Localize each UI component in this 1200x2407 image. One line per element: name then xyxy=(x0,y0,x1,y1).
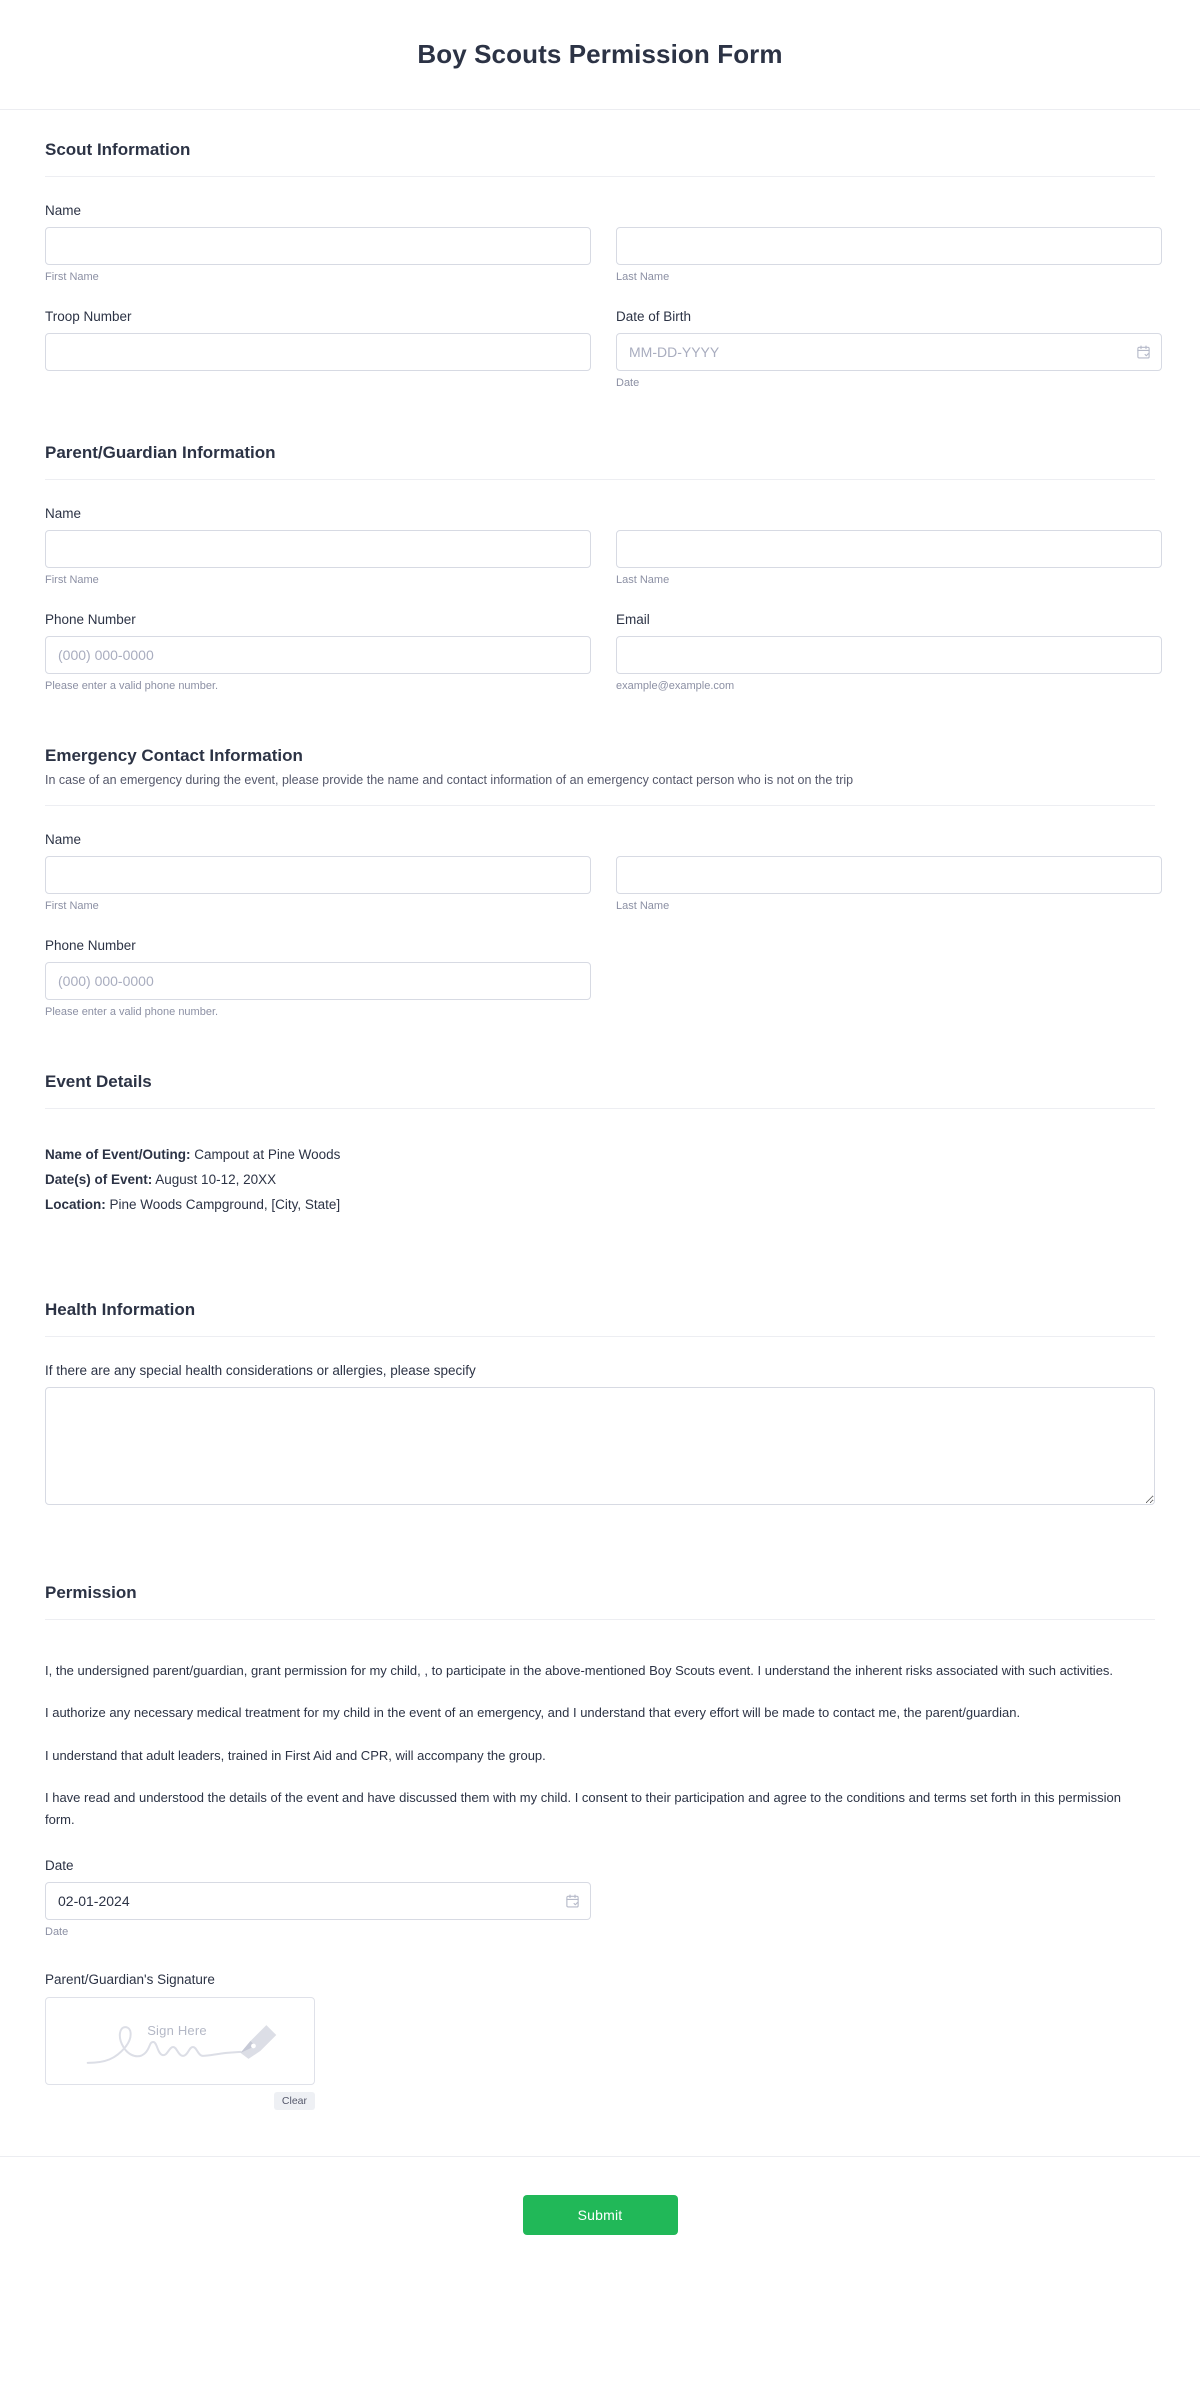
scout-troop-label: Troop Number xyxy=(45,309,132,324)
parent-first-name-field xyxy=(45,506,591,586)
emergency-last-name-spacer-label xyxy=(616,832,1162,847)
section-health-information xyxy=(0,1270,1200,1553)
parent-phone-label: Phone Number xyxy=(45,612,136,627)
submit-button[interactable]: Submit xyxy=(523,2195,678,2235)
scout-last-name-input[interactable] xyxy=(616,227,1162,265)
event-name-value: Campout at Pine Woods xyxy=(194,1147,341,1163)
section-parent-guardian-information xyxy=(0,413,1200,716)
signature-label: Parent/Guardian's Signature xyxy=(45,1971,215,1987)
section-permission xyxy=(0,1553,1200,2118)
parent-email-label: Email xyxy=(616,612,650,627)
emergency-first-name-sublabel: First Name xyxy=(45,900,99,913)
event-dates-line xyxy=(45,1168,1155,1193)
signature-pad[interactable] xyxy=(45,1997,315,2085)
scout-dob-sublabel: Date xyxy=(616,377,640,389)
parent-first-name-sublabel: First Name xyxy=(45,574,99,586)
event-name-key: Name of Event/Outing: xyxy=(45,1147,191,1163)
clear-signature-button[interactable]: Clear xyxy=(274,2092,315,2110)
emergency-last-name-field xyxy=(616,832,1162,912)
health-question-label: If there are any special health considerations or allergies, please specify xyxy=(45,1363,476,1379)
parent-phone-sublabel: Please enter a valid phone number. xyxy=(45,680,219,692)
parent-email-sublabel: example@example.com xyxy=(616,680,735,692)
signature-placeholder-art xyxy=(46,1998,314,2084)
signature-clear-row xyxy=(45,2092,315,2110)
scout-troop-input[interactable] xyxy=(45,333,591,371)
emergency-last-name-sublabel: Last Name xyxy=(616,900,670,913)
emergency-first-name-input[interactable] xyxy=(45,856,591,894)
scout-dob-field xyxy=(616,309,1162,389)
parent-phone-input[interactable] xyxy=(45,636,591,674)
scout-first-name-sublabel: First Name xyxy=(45,271,99,283)
signature-squiggle-icon xyxy=(46,1997,314,2085)
permission-paragraph: I, the undersigned parent/guardian, grant permission for my child, , to participate in the above-mentioned Boy Scouts event. I understand the inherent risks associated with such activities. xyxy=(45,1663,1114,1679)
scout-section-head xyxy=(45,110,1155,177)
event-location-value: Pine Woods Campground, [City, State] xyxy=(109,1197,341,1213)
emergency-name-row xyxy=(45,806,1155,912)
parent-email-field xyxy=(616,612,1162,692)
health-section-title: Health Information xyxy=(45,1300,196,1320)
parent-section-title: Parent/Guardian Information xyxy=(45,443,276,462)
permission-date-sublabel: Date xyxy=(45,1925,69,1938)
section-scout-information xyxy=(0,110,1200,413)
permission-date-input[interactable] xyxy=(45,1882,591,1920)
permission-paragraph: I understand that adult leaders, trained in First Aid and CPR, will accompany the group. xyxy=(45,1747,546,1763)
emergency-last-name-input[interactable] xyxy=(616,856,1162,894)
event-section-title: Event Details xyxy=(45,1072,152,1092)
permission-paragraph: I have read and understood the details of the event and have discussed them with my child. I consent to their participation and agree to the conditions and terms set forth in this permission form. xyxy=(45,1790,1122,1828)
scout-last-name-spacer-label xyxy=(616,203,1162,218)
parent-last-name-sublabel: Last Name xyxy=(616,574,670,586)
health-section-head xyxy=(45,1270,1155,1337)
emergency-section-title: Emergency Contact Information xyxy=(45,746,303,765)
emergency-phone-sublabel: Please enter a valid phone number. xyxy=(45,1006,219,1019)
emergency-name-label: Name xyxy=(45,832,82,848)
signature-placeholder-text: Sign Here xyxy=(147,2022,207,2038)
health-answer-textarea[interactable] xyxy=(45,1387,1155,1505)
permission-section-title: Permission xyxy=(45,1583,137,1603)
event-location-key: Location: xyxy=(45,1197,106,1213)
permission-date-field xyxy=(45,1858,591,1938)
form-header xyxy=(0,0,1200,110)
scout-first-name-field xyxy=(45,203,591,283)
form-footer xyxy=(0,2156,1200,2281)
health-question-row xyxy=(45,1337,1155,1505)
scout-dob-input-wrap xyxy=(616,333,1162,371)
parent-contact-row xyxy=(45,586,1155,692)
section-event-details xyxy=(0,1042,1200,1270)
parent-name-label: Name xyxy=(45,506,82,521)
parent-phone-field xyxy=(45,612,591,692)
permission-date-row xyxy=(45,1832,1155,1938)
scout-first-name-input[interactable] xyxy=(45,227,591,265)
scout-last-name-field xyxy=(616,203,1162,283)
scout-dob-label: Date of Birth xyxy=(616,309,692,324)
event-name-line xyxy=(45,1143,1155,1168)
scout-section-title: Scout Information xyxy=(45,140,191,159)
event-dates-key: Date(s) of Event: xyxy=(45,1172,153,1188)
permission-text-body xyxy=(45,1620,1155,1832)
scout-last-name-sublabel: Last Name xyxy=(616,271,670,283)
emergency-phone-row xyxy=(45,912,1155,1018)
parent-last-name-field xyxy=(616,506,1162,586)
emergency-phone-input[interactable] xyxy=(45,962,591,1000)
event-dates-value: August 10-12, 20XX xyxy=(155,1172,277,1188)
event-location-line xyxy=(45,1193,1155,1218)
signature-block xyxy=(45,1938,1155,2110)
permission-date-label: Date xyxy=(45,1857,74,1873)
parent-email-input[interactable] xyxy=(616,636,1162,674)
permission-date-input-wrap xyxy=(45,1882,591,1920)
scout-name-row xyxy=(45,177,1155,283)
emergency-phone-label: Phone Number xyxy=(45,938,136,954)
parent-last-name-spacer-label xyxy=(616,506,1162,521)
scout-dob-input[interactable] xyxy=(616,333,1162,371)
emergency-first-name-field xyxy=(45,832,591,912)
parent-first-name-input[interactable] xyxy=(45,530,591,568)
scout-troop-field xyxy=(45,309,591,389)
section-emergency-contact-information xyxy=(0,716,1200,1042)
permission-paragraph: I authorize any necessary medical treatment for my child in the event of an emergency, and I understand that every effort will be made to contact me, the parent/guardian. xyxy=(45,1705,1021,1721)
scout-name-label: Name xyxy=(45,203,82,218)
emergency-phone-field xyxy=(45,938,591,1018)
event-details-body xyxy=(45,1109,1155,1222)
parent-name-row xyxy=(45,480,1155,586)
emergency-section-subtitle: In case of an emergency during the event, please provide the name and contact information of an emergency contact person who is not on the trip xyxy=(45,773,854,787)
page-title: Boy Scouts Permission Form xyxy=(417,39,783,69)
health-answer-field xyxy=(45,1363,1155,1505)
parent-section-head xyxy=(45,413,1155,480)
parent-last-name-input[interactable] xyxy=(616,530,1162,568)
permission-section-head xyxy=(45,1553,1155,1620)
emergency-section-head xyxy=(45,716,1155,806)
event-section-head xyxy=(45,1042,1155,1109)
scout-troop-dob-row xyxy=(45,283,1155,389)
